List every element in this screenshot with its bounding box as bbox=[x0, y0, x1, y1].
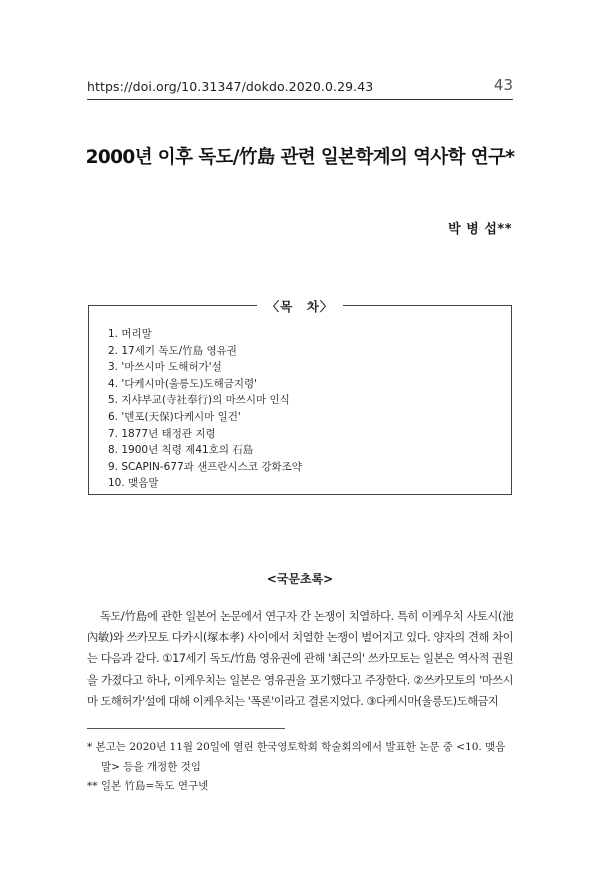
doi-link[interactable]: https://doi.org/10.31347/dokdo.2020.0.29.43 bbox=[87, 79, 374, 94]
toc-heading-label: 〈목 차〉 bbox=[257, 299, 344, 314]
running-header bbox=[87, 76, 513, 94]
toc-list bbox=[108, 326, 302, 492]
abstract-body: 독도/竹島에 관한 일본어 논문에서 연구자 간 논쟁이 치열하다. 특히 이케우치 사토시(池內敏)와 쓰카모토 다카시(塚本孝) 사이에서 치열한 논쟁이 벌어지고 있다. 양자의 견해 차이는 다음과 같다. ①17세기 독도/竹島 영유권에 관해 '최근의' 쓰카모토는 일본은 역사적 권원을 가졌다고 하나, 이케우치는 일본은 영유권을 포기했다고 주장한다. ②쓰카모토의 '마쓰시마 도해허가'설에 대해 이케우치는 '폭론'이라고 결론지었다. ③다케시마(울릉도)도해금지 bbox=[87, 610, 513, 708]
toc-item: 10. 맺음말 bbox=[108, 477, 159, 490]
toc-item: 1. 머리말 bbox=[108, 328, 152, 340]
abstract-heading: <국문초록> bbox=[266, 572, 334, 586]
footnotes bbox=[87, 738, 513, 797]
paper-title: 2000년 이후 독도/竹島 관련 일본학계의 역사학 연구* bbox=[85, 147, 515, 168]
toc-item: 2. 17세기 독도/竹島 영유권 bbox=[108, 344, 237, 357]
toc-item: 6. '덴포(天保)다케시마 일건' bbox=[108, 410, 241, 423]
toc-item: 4. '다케시마(울릉도)도해금지령' bbox=[108, 377, 258, 390]
page-number: 43 bbox=[493, 76, 513, 94]
toc-heading bbox=[89, 296, 511, 315]
toc-item: 3. '마쓰시마 도해허가'설 bbox=[108, 361, 222, 374]
footnote-1: * 본고는 2020년 11월 20일에 열린 한국영토학회 학술회의에서 발표한 논문 중 <10. 맺음말> 등을 개정한 것임 bbox=[87, 741, 506, 773]
toc-item: 7. 1877년 태정관 지령 bbox=[108, 427, 216, 440]
toc-item: 8. 1900년 칙령 제41호의 石島 bbox=[108, 444, 254, 457]
toc-item: 9. SCAPIN-677과 샌프란시스코 강화조약 bbox=[108, 460, 302, 473]
author-name: 박 병 섭** bbox=[448, 222, 512, 237]
header-divider bbox=[87, 99, 513, 100]
footnote-2: ** 일본 竹島=독도 연구넷 bbox=[87, 780, 209, 792]
footnote-divider bbox=[87, 728, 285, 729]
table-of-contents bbox=[88, 299, 512, 495]
toc-item: 5. 지샤부교(寺社奉行)의 마쓰시마 인식 bbox=[108, 394, 290, 407]
